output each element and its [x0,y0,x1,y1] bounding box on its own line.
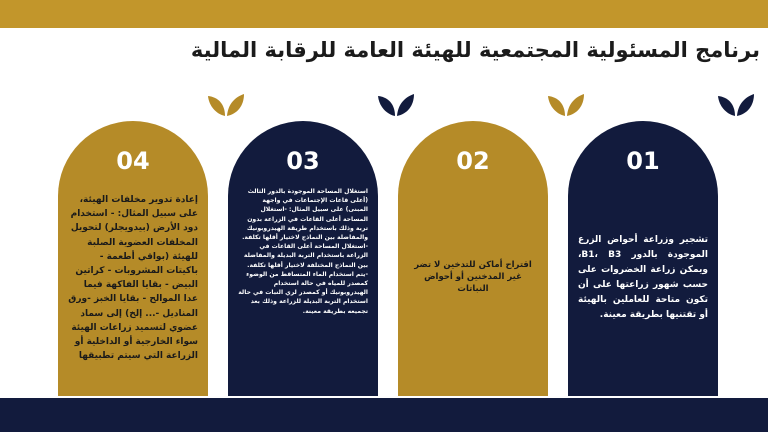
card-text: إعادة تدوير مخلفات الهيئة، على سبيل المثال: - استخدام دود الأرض (بيدويجلر) لتحويل المخلفات العضوية الصلبة للهيئة (بواقي أطعمة - باكيتات المشروبات - كراتين البيض - بقايا الفاكهة فيما عدا الموالح - بقايا الخبز -ورق المناديل -... إلخ) إلى سماد عضوي لتسميد زراعات الهيئة سواء الخارجية أو الداخلية أو الزراعة التي سيتم تطبيقها [68,195,198,362]
gold-leaves-icon [546,86,586,122]
card-number: 02 [456,147,490,175]
card-text: تشجير وزراعة أحواض الزرع الموجودة بالدور B1، B3، ويمكن زراعة الخضروات على حسب شهور زراعتها على أن تكون متاحة للعاملين بالهيئة أو تقتنيها بطريقة معينة. [578,235,708,320]
card-number: 01 [626,147,660,175]
navy-leaves-icon [376,86,416,122]
card-02 [398,121,548,396]
gold-leaves-icon [206,86,246,122]
card-text: اقتراح أماكن للتدخين لا تضر غير المدخنين أو أحواض النباتات [414,260,532,294]
bottom-accent-bar [0,398,768,432]
card-04 [58,121,208,396]
card-text: استغلال المساحة الموجودة بالدور الثالث (أعلى قاعات الإجتماعات في واجهة المبنى) على سبيل المثال: -استغلال المساحة أعلى القاعات في الزراعة بدون تربة وذلك باستخدام طريقة الهيدروبونيك والمفاضلة بين النماذج لاختيار أقلها تكلفة. -استغلال المساحة أعلى القاعات في الزراعة باستخدام التربة البديلة والمفاضلة بين النماذج المختلفة لاختيار أقلها تكلفة. -يتم استخدام الماء المتساقط من الوضوء كمصدر للمياه في حالة استخدام الهيدروبونيك أو كمصدر لري النبات في حالة استخدام التربة البديلة للزراعة وذلك بعد تجميعه بطريقة معينة. [238,188,368,315]
card-01 [568,121,718,396]
card-number: 04 [116,147,150,175]
card-number: 03 [286,147,320,175]
card-03 [228,121,378,396]
slide-title: برنامج المسئولية المجتمعية للهيئة العامة للرقابة المالية [190,38,760,62]
navy-leaves-icon [716,86,756,122]
top-accent-bar [0,0,768,28]
